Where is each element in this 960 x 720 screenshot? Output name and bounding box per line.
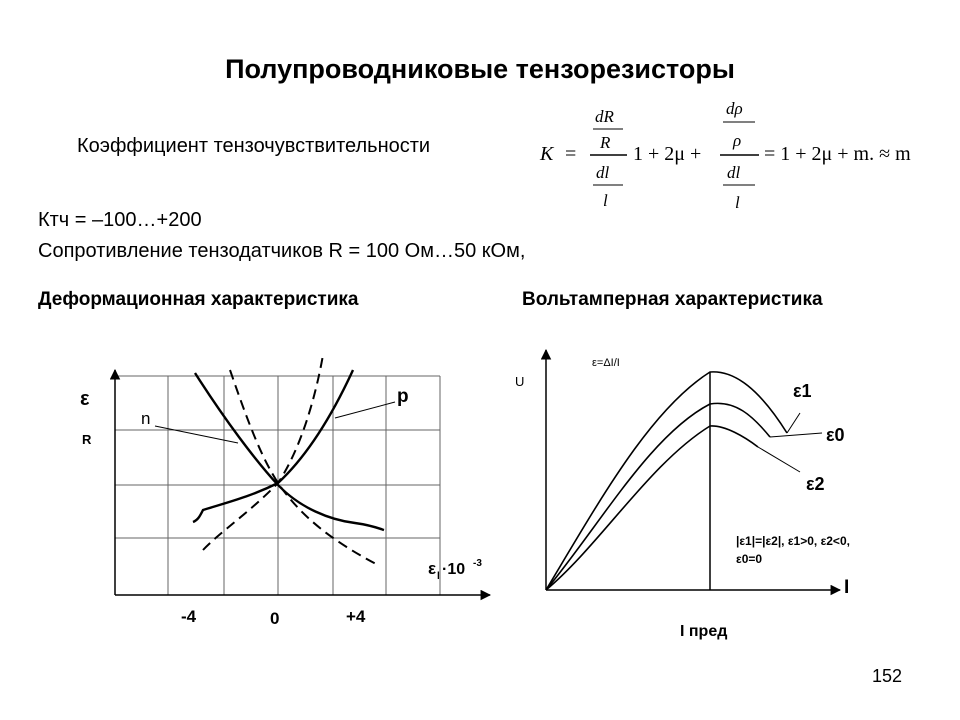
x-label-mult: ·10 — [442, 561, 466, 578]
coefficient-label: Коэффициент тензочувствительности — [77, 135, 431, 157]
formula-dl: dl — [596, 163, 610, 182]
formula-l: l — [603, 191, 608, 210]
label-e0: ε0 — [826, 425, 845, 445]
x-label-i-crit: I пред — [680, 623, 728, 640]
formula-middle: 1 + 2μ + — [633, 143, 702, 165]
label-n: n — [141, 409, 151, 428]
tick-zero: 0 — [270, 609, 280, 628]
label-p: p — [397, 386, 409, 407]
tick-plus4: +4 — [346, 607, 366, 626]
leader-e1 — [787, 413, 800, 433]
curve-p-solid — [193, 370, 353, 522]
formula-r: R — [600, 133, 611, 152]
label-e2: ε2 — [806, 474, 825, 494]
condition-note-2: ε0=0 — [736, 552, 763, 566]
page-number: 152 — [872, 666, 903, 686]
formula-tail: = 1 + 2μ + m. ≈ m — [764, 143, 911, 165]
condition-note-1: |ε1|=|ε2|, ε1>0, ε2<0, — [736, 534, 850, 548]
resistance-range: Сопротивление тензодатчиков R = 100 Ом…50 кОм, — [38, 240, 526, 262]
leader-n — [155, 426, 238, 443]
eps-definition: ε=ΔI/I — [592, 357, 620, 369]
formula-l: l — [735, 193, 740, 212]
curve-n-solid — [195, 373, 384, 530]
formula-drho: dρ — [726, 99, 743, 118]
deformation-chart — [0, 340, 500, 640]
x-label-sub: l — [437, 571, 440, 582]
label-e1: ε1 — [793, 381, 812, 401]
volt-ampere-heading: Вольтамперная характеристика — [522, 289, 823, 310]
gauge-factor-formula — [535, 96, 935, 218]
tick-minus4: -4 — [181, 607, 197, 626]
x-label-eps: ε — [428, 559, 437, 578]
y-label-eps: ε — [80, 388, 90, 410]
formula-eq: = — [565, 143, 577, 165]
formula-k: K — [540, 143, 554, 165]
formula-rho: ρ — [733, 131, 742, 150]
slide-title: Полупроводниковые тензорезисторы — [225, 54, 735, 84]
volt-ampere-chart — [500, 335, 900, 645]
y-label-u: U — [515, 374, 525, 389]
formula-dr: dR — [595, 107, 614, 126]
formula-dl: dl — [727, 163, 741, 182]
curve-e2 — [546, 426, 758, 590]
deformation-heading: Деформационная характеристика — [38, 289, 359, 310]
curve-n-dashed — [230, 370, 378, 565]
leader-e0 — [770, 433, 822, 437]
x-label-i: I — [844, 577, 850, 598]
x-label-exp: -3 — [473, 558, 482, 569]
ktch-range: Ктч = –100…+200 — [38, 209, 202, 231]
y-label-r: R — [82, 432, 92, 447]
leader-e2 — [758, 447, 800, 472]
